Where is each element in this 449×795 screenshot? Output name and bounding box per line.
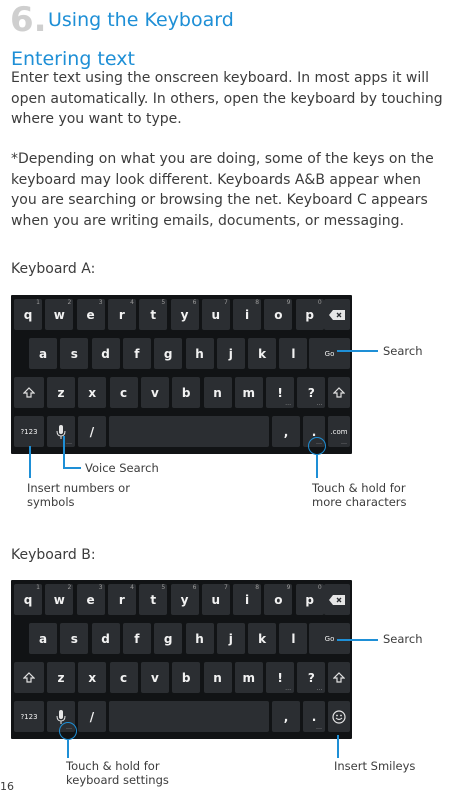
keyboard_a-period-key-label: . bbox=[311, 424, 317, 439]
keyboard_a-key-question[interactable] bbox=[297, 377, 325, 408]
keyboard_b-key-h-label: h bbox=[195, 631, 204, 646]
keyboard_a-key-o-hint: 9 bbox=[286, 299, 291, 306]
keyboard_a-key-y[interactable] bbox=[171, 299, 199, 330]
keyboard_a-key-s-label: s bbox=[70, 346, 78, 361]
keyboard_a-com-key[interactable] bbox=[328, 416, 350, 447]
keyboard_b-key-r[interactable] bbox=[108, 584, 136, 615]
keyboard_b-space-key[interactable] bbox=[109, 701, 269, 732]
keyboard_a-key-g[interactable] bbox=[154, 338, 182, 369]
keyboard_b-key-m[interactable] bbox=[235, 662, 263, 693]
keyboard_b-period-key-label: . bbox=[311, 709, 317, 724]
keyboard_a-key-z-label: z bbox=[57, 385, 65, 400]
keyboard_b-key-w-label: w bbox=[53, 592, 65, 607]
keyboard_a-key-t-label: t bbox=[150, 307, 157, 322]
keyboard_b-key-z-label: z bbox=[57, 670, 65, 685]
chapter-number: 6. bbox=[10, 0, 47, 40]
keyboard_a-key-k[interactable] bbox=[248, 338, 276, 369]
keyboard_b-key-w[interactable] bbox=[45, 584, 73, 615]
keyboard_b-key-i-hint: 8 bbox=[255, 584, 260, 591]
keyboard_b-key-d[interactable] bbox=[92, 623, 120, 654]
keyboard_b-key-b[interactable] bbox=[172, 662, 200, 693]
keyboard_b-key-question-more-indicator: … bbox=[316, 685, 323, 692]
keyboard_b-key-u[interactable] bbox=[202, 584, 230, 615]
keyboard_a-symbols-key-label: ?123 bbox=[20, 427, 38, 436]
keyboard_b-shift-right-key[interactable] bbox=[328, 662, 350, 693]
keyboard_a-key-e-label: e bbox=[86, 307, 95, 322]
numbers-callout-line bbox=[29, 446, 31, 478]
keyboard_b-key-k[interactable] bbox=[248, 623, 276, 654]
keyboard_b-key-e[interactable] bbox=[77, 584, 105, 615]
keyboard_a-key-o-label: o bbox=[274, 307, 283, 322]
keyboard-b bbox=[11, 580, 352, 739]
search-callout-line-a bbox=[337, 350, 378, 352]
keyboard_b-key-n[interactable] bbox=[204, 662, 232, 693]
keyboard_a-key-i-hint: 8 bbox=[255, 299, 260, 306]
keyboard_b-key-a-label: a bbox=[38, 631, 48, 646]
keyboard_a-backspace-key[interactable] bbox=[324, 299, 350, 330]
keyboard_a-key-x[interactable] bbox=[78, 377, 106, 408]
keyboard_a-key-p-hint: 0 bbox=[317, 299, 322, 306]
keyboard_a-key-r-label: r bbox=[118, 307, 125, 322]
keyboard_a-shift-left-key[interactable] bbox=[14, 377, 44, 408]
keyboard_a-key-z[interactable] bbox=[47, 377, 75, 408]
backspace-icon bbox=[329, 310, 345, 320]
keyboard_a-key-t[interactable] bbox=[139, 299, 167, 330]
keyboard_b-key-e-label: e bbox=[86, 592, 95, 607]
keyboard_b-key-j[interactable] bbox=[217, 623, 245, 654]
keyboard_a-key-n[interactable] bbox=[204, 377, 232, 408]
keyboard_b-key-f-label: f bbox=[134, 631, 140, 646]
keyboard_b-key-i[interactable] bbox=[233, 584, 261, 615]
keyboard_b-comma-key[interactable] bbox=[272, 701, 300, 732]
keyboard_b-key-l-label: l bbox=[291, 631, 296, 646]
keyboard_b-key-p-label: p bbox=[305, 592, 314, 607]
keyboard_b-key-x-label: x bbox=[88, 670, 97, 685]
keyboard_a-key-h-label: h bbox=[195, 346, 204, 361]
keyboard_a-key-a-label: a bbox=[38, 346, 48, 361]
keyboard_b-backspace-key[interactable] bbox=[324, 584, 350, 615]
keyboard_a-key-r-hint: 4 bbox=[130, 299, 134, 306]
keyboard_b-key-question-label: ? bbox=[307, 670, 315, 685]
keyboard_b-voice-key-more-indicator: … bbox=[66, 724, 72, 731]
voice-search-callout: Voice Search bbox=[85, 461, 159, 475]
keyboard_b-key-c[interactable] bbox=[110, 662, 138, 693]
insert-smileys-callout: Insert Smileys bbox=[334, 759, 416, 773]
settings-callout-line bbox=[67, 740, 69, 758]
keyboard_a-key-q-label: q bbox=[23, 307, 33, 322]
keyboard_b-key-s[interactable] bbox=[60, 623, 88, 654]
keyboard_b-key-o[interactable] bbox=[264, 584, 292, 615]
keyboard_b-key-exclamation-label: ! bbox=[277, 670, 283, 685]
keyboard_b-key-i-label: i bbox=[245, 592, 250, 607]
keyboard_a-key-p-label: p bbox=[305, 307, 314, 322]
keyboard_a-key-b-label: b bbox=[181, 385, 191, 400]
keyboard_a-key-m[interactable] bbox=[235, 377, 263, 408]
keyboard_a-key-exclamation[interactable] bbox=[266, 377, 294, 408]
keyboard-settings-callout: Touch & hold for keyboard settings bbox=[66, 759, 169, 787]
keyboard_a-key-u-hint: 7 bbox=[223, 299, 228, 306]
keyboard_b-key-w-hint: 2 bbox=[67, 584, 72, 591]
keyboard_a-shift-right-key[interactable] bbox=[328, 377, 350, 408]
keyboard_b-key-j-label: j bbox=[228, 631, 233, 646]
keyboard_b-key-t-label: t bbox=[150, 592, 157, 607]
keyboard_b-period-key[interactable] bbox=[303, 701, 325, 732]
chapter-title: Using the Keyboard bbox=[48, 9, 234, 31]
keyboard_a-period-key-more-indicator: … bbox=[316, 439, 322, 446]
keyboard_a-key-w-hint: 2 bbox=[67, 299, 72, 306]
keyboard_a-key-w-label: w bbox=[53, 307, 65, 322]
keyboard_a-com-key-more-indicator: … bbox=[341, 439, 347, 446]
keyboard_a-key-u[interactable] bbox=[202, 299, 230, 330]
keyboard_a-slash-key[interactable] bbox=[78, 416, 106, 447]
keyboard_b-key-e-hint: 3 bbox=[98, 584, 103, 591]
keyboard_b-key-r-hint: 4 bbox=[130, 584, 134, 591]
section-title: Entering text bbox=[11, 48, 135, 70]
keyboard_a-key-question-more-indicator: … bbox=[316, 400, 323, 407]
keyboard_b-key-t-hint: 5 bbox=[161, 584, 166, 591]
keyboard_b-key-p[interactable] bbox=[296, 584, 324, 615]
keyboard_b-key-g[interactable] bbox=[154, 623, 182, 654]
keyboard_b-smiley-key[interactable] bbox=[328, 701, 350, 732]
keyboard_a-key-i-label: i bbox=[245, 307, 250, 322]
keyboard_b-key-h[interactable] bbox=[186, 623, 214, 654]
keyboard_b-key-u-hint: 7 bbox=[223, 584, 228, 591]
keyboard_b-key-b-label: b bbox=[181, 670, 191, 685]
keyboard_a-key-u-label: u bbox=[211, 307, 221, 322]
keyboard_a-go-key-label: Go bbox=[324, 349, 335, 358]
search-callout-b: Search bbox=[383, 632, 423, 646]
keyboard_b-key-q-hint: 1 bbox=[36, 584, 40, 591]
voice-callout-line-v bbox=[63, 436, 65, 468]
touch-hold-callout: Touch & hold for more characters bbox=[312, 481, 407, 509]
keyboard_a-key-c-label: c bbox=[120, 385, 128, 400]
keyboard_a-key-v[interactable] bbox=[141, 377, 169, 408]
keyboard_b-period-key-more-indicator: … bbox=[316, 724, 322, 731]
more-characters-callout-line bbox=[316, 455, 318, 478]
keyboard_b-key-n-label: n bbox=[213, 670, 222, 685]
keyboard_b-key-m-label: m bbox=[242, 670, 256, 685]
insert-numbers-callout: Insert numbers or symbols bbox=[27, 481, 130, 509]
smiley-icon bbox=[332, 710, 346, 724]
keyboard_b-key-u-label: u bbox=[211, 592, 221, 607]
keyboard_b-key-t[interactable] bbox=[139, 584, 167, 615]
keyboard_a-key-exclamation-label: ! bbox=[277, 385, 283, 400]
keyboard_b-key-p-hint: 0 bbox=[317, 584, 322, 591]
shift-icon bbox=[23, 672, 35, 684]
keyboard_a-symbols-key[interactable] bbox=[14, 416, 44, 447]
keyboard_a-key-o[interactable] bbox=[264, 299, 292, 330]
keyboard-a bbox=[11, 295, 352, 454]
keyboard_a-key-j-label: j bbox=[228, 346, 233, 361]
keyboard-a-label: Keyboard A: bbox=[11, 261, 96, 277]
intro-paragraph: Enter text using the onscreen keyboard. In most apps it will open automatically. In others, open the keyboard by touching where you want to type. bbox=[11, 70, 443, 127]
keyboard_a-key-t-hint: 5 bbox=[161, 299, 166, 306]
keyboard_b-key-f[interactable] bbox=[123, 623, 151, 654]
keyboard_b-symbols-key-label: ?123 bbox=[20, 712, 38, 721]
keyboard_b-key-z[interactable] bbox=[47, 662, 75, 693]
page-number: 16 bbox=[0, 780, 14, 793]
keyboard_a-key-l-label: l bbox=[291, 346, 296, 361]
note-paragraph: *Depending on what you are doing, some of the keys on the keyboard may look different. Keyboards A&B appear when you are searching or browsing the net. Keyboard C appears when you are writing emails, documents, or messaging. bbox=[11, 151, 434, 229]
keyboard_a-voice-key[interactable] bbox=[47, 416, 75, 447]
keyboard_b-key-g-label: g bbox=[163, 631, 173, 646]
keyboard_a-key-v-label: v bbox=[150, 385, 159, 400]
keyboard-settings-highlight bbox=[59, 722, 77, 740]
keyboard_b-go-key-label: Go bbox=[324, 634, 335, 643]
keyboard_b-key-y[interactable] bbox=[171, 584, 199, 615]
keyboard_a-key-n-label: n bbox=[213, 385, 222, 400]
keyboard_a-key-e[interactable] bbox=[77, 299, 105, 330]
keyboard_b-key-l[interactable] bbox=[279, 623, 307, 654]
keyboard_b-key-k-label: k bbox=[258, 631, 267, 646]
keyboard_b-key-d-label: d bbox=[101, 631, 110, 646]
shift-icon bbox=[333, 672, 345, 684]
keyboard_b-key-o-hint: 9 bbox=[286, 584, 291, 591]
keyboard_b-key-q[interactable] bbox=[14, 584, 42, 615]
smileys-callout-line bbox=[337, 735, 339, 758]
keyboard_b-key-v[interactable] bbox=[141, 662, 169, 693]
keyboard_a-key-a[interactable] bbox=[29, 338, 57, 369]
microphone-icon bbox=[56, 425, 66, 439]
keyboard_b-symbols-key[interactable] bbox=[14, 701, 44, 732]
keyboard_a-com-key-label: .com bbox=[330, 427, 348, 436]
keyboard_a-key-g-label: g bbox=[163, 346, 173, 361]
keyboard_a-key-m-label: m bbox=[242, 385, 256, 400]
keyboard_a-comma-key-label: , bbox=[283, 424, 289, 439]
keyboard_a-key-y-hint: 6 bbox=[192, 299, 197, 306]
keyboard_b-key-q-label: q bbox=[23, 592, 33, 607]
keyboard_a-key-r[interactable] bbox=[108, 299, 136, 330]
keyboard_a-go-key[interactable] bbox=[309, 338, 350, 369]
keyboard_b-key-x[interactable] bbox=[78, 662, 106, 693]
keyboard_b-slash-key[interactable] bbox=[78, 701, 106, 732]
keyboard_a-key-f[interactable] bbox=[123, 338, 151, 369]
more-characters-highlight bbox=[308, 437, 326, 455]
keyboard_a-key-d-label: d bbox=[101, 346, 110, 361]
keyboard_b-key-exclamation-more-indicator: … bbox=[285, 685, 292, 692]
keyboard_a-key-y-label: y bbox=[180, 307, 189, 322]
keyboard_a-key-l[interactable] bbox=[279, 338, 307, 369]
keyboard_b-key-exclamation[interactable] bbox=[266, 662, 294, 693]
keyboard_a-key-i[interactable] bbox=[233, 299, 261, 330]
keyboard_b-key-question[interactable] bbox=[297, 662, 325, 693]
keyboard-b-label: Keyboard B: bbox=[11, 547, 96, 563]
shift-icon bbox=[333, 387, 345, 399]
keyboard_a-key-x-label: x bbox=[88, 385, 97, 400]
keyboard_a-slash-key-label: / bbox=[89, 424, 95, 439]
keyboard_a-comma-key[interactable] bbox=[272, 416, 300, 447]
keyboard_a-key-f-label: f bbox=[134, 346, 140, 361]
shift-icon bbox=[23, 387, 35, 399]
keyboard_a-key-q-hint: 1 bbox=[36, 299, 40, 306]
keyboard_a-key-c[interactable] bbox=[110, 377, 138, 408]
keyboard_b-key-y-label: y bbox=[180, 592, 189, 607]
keyboard_a-space-key[interactable] bbox=[109, 416, 269, 447]
voice-callout-line-h bbox=[63, 467, 81, 469]
keyboard_b-key-v-label: v bbox=[150, 670, 159, 685]
keyboard_a-key-k-label: k bbox=[258, 346, 267, 361]
keyboard_a-key-s[interactable] bbox=[60, 338, 88, 369]
backspace-icon bbox=[329, 595, 345, 605]
keyboard_b-shift-left-key[interactable] bbox=[14, 662, 44, 693]
keyboard_a-key-h[interactable] bbox=[186, 338, 214, 369]
keyboard_a-key-w[interactable] bbox=[45, 299, 73, 330]
keyboard_b-key-y-hint: 6 bbox=[192, 584, 197, 591]
search-callout-line-b bbox=[337, 639, 378, 641]
keyboard_a-voice-key-more-indicator: … bbox=[66, 439, 72, 446]
keyboard_a-key-e-hint: 3 bbox=[98, 299, 103, 306]
keyboard_a-key-question-label: ? bbox=[307, 385, 315, 400]
keyboard_b-key-c-label: c bbox=[120, 670, 128, 685]
keyboard_a-key-exclamation-more-indicator: … bbox=[285, 400, 292, 407]
keyboard_b-key-r-label: r bbox=[118, 592, 125, 607]
keyboard_a-key-d[interactable] bbox=[92, 338, 120, 369]
keyboard_b-slash-key-label: / bbox=[89, 709, 95, 724]
search-callout-a: Search bbox=[383, 344, 423, 358]
keyboard_b-comma-key-label: , bbox=[283, 709, 289, 724]
keyboard_b-key-s-label: s bbox=[70, 631, 78, 646]
keyboard_a-key-p[interactable] bbox=[296, 299, 324, 330]
keyboard_a-key-b[interactable] bbox=[172, 377, 200, 408]
keyboard_a-key-q[interactable] bbox=[14, 299, 42, 330]
keyboard_b-key-a[interactable] bbox=[29, 623, 57, 654]
keyboard_a-key-j[interactable] bbox=[217, 338, 245, 369]
keyboard_b-key-o-label: o bbox=[274, 592, 283, 607]
